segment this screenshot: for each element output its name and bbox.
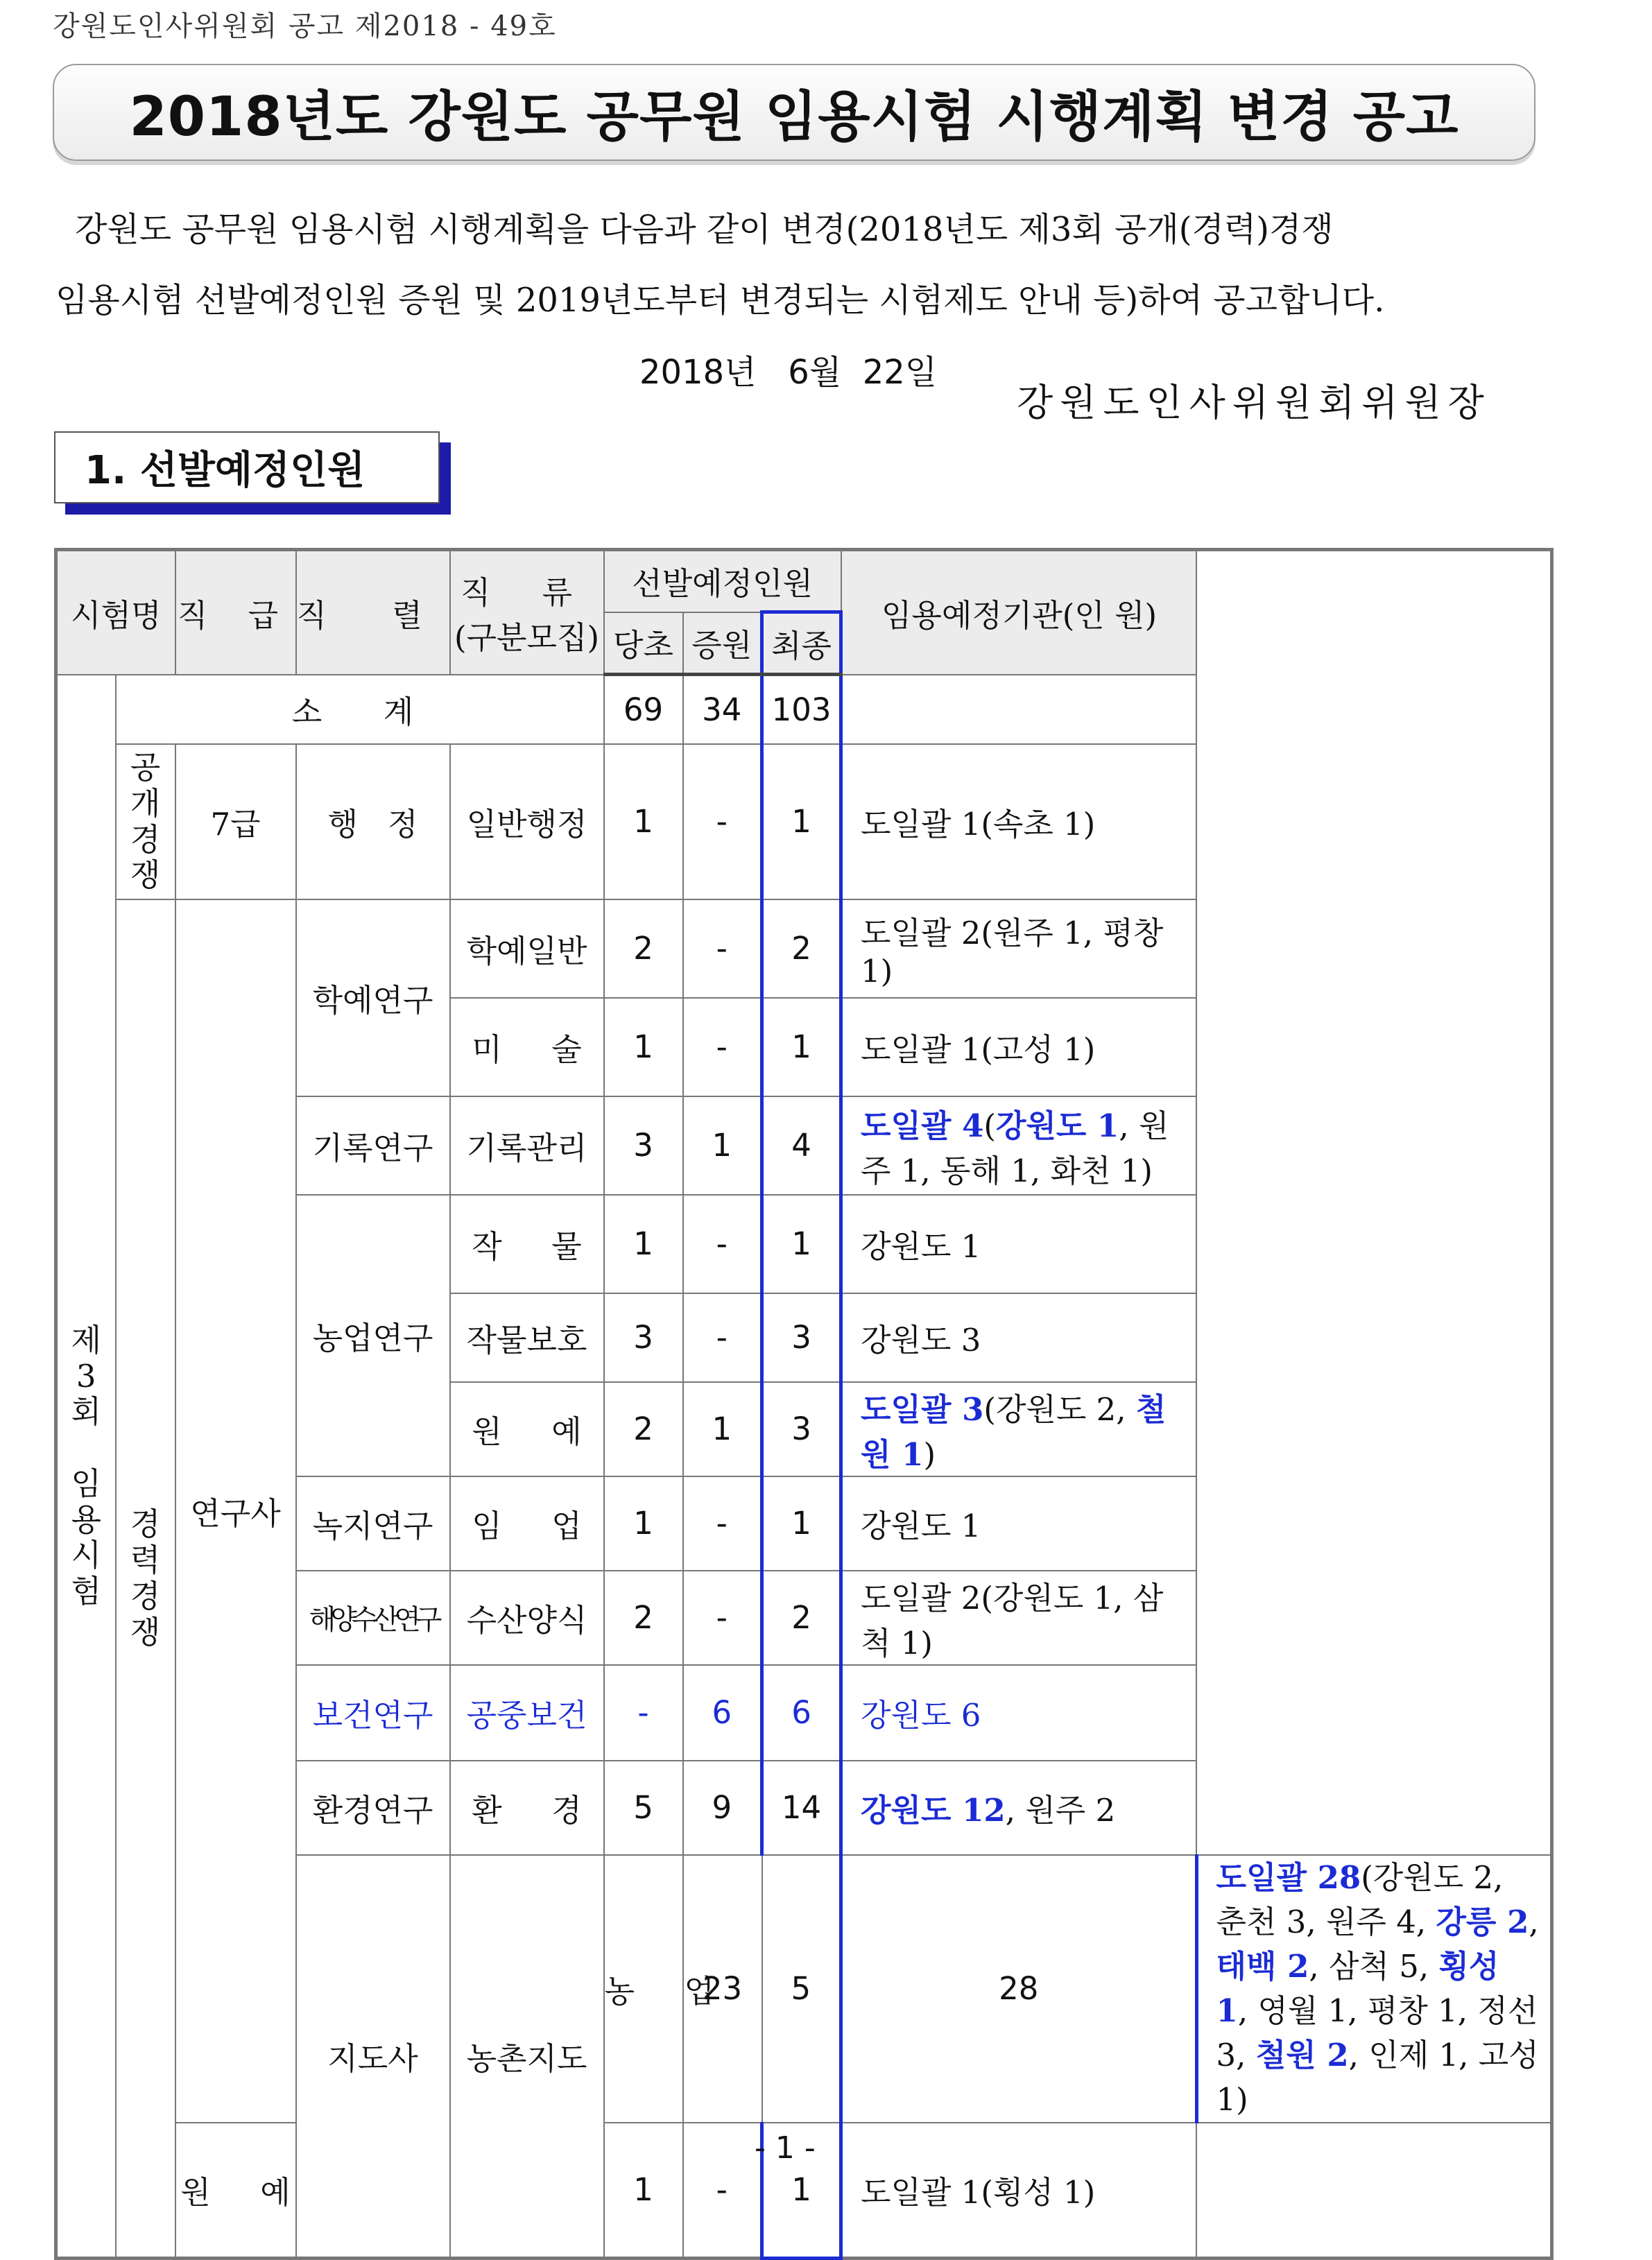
header-grade: 직 급 [175,550,296,675]
subtotal-org [841,675,1196,744]
series-cell: 기록연구 [296,1096,450,1195]
increase-value: - [683,1571,762,1665]
agency-cell: 도일괄 1(속초 1) [841,744,1196,899]
header-quota: 선발예정인원 [604,550,841,612]
subtotal-increase: 34 [683,675,762,744]
series-cell: 해양수산연구 [296,1571,450,1665]
original-value: 2 [604,899,683,998]
increase-value: 6 [683,1665,762,1761]
final-value: 1 [762,998,841,1096]
final-value: 1 [762,1195,841,1293]
intro-line-2: 임용시험 선발예정인원 증원 및 2019년도부터 변경되는 시험제도 안내 등)하여 공고합니다. [55,281,1385,320]
agency-highlight: 도일괄 4 [861,1107,984,1144]
agency-text: (강원도 2, [983,1390,1136,1428]
header-increase: 증원 [683,612,762,675]
final-value: 3 [762,1382,841,1476]
final-value: 4 [762,1096,841,1195]
increase-value: - [683,744,762,899]
grade-researcher: 연구사 [175,899,296,2123]
agency-text: , 영월 1, 평창 1, 정선 3, [1216,1992,1538,2073]
section-heading: 1. 선발예정인원 [54,431,440,503]
agency-text: , 원주 1, 동해 1, 화천 1) [861,1107,1169,1189]
agency-highlight: 강원도 12 [861,1792,1006,1829]
agency-cell [841,1761,1196,1855]
agency-cell: 강원도 1 [841,1195,1196,1293]
class-cell: 농 업 [604,1855,683,2123]
original-value: 3 [604,1293,683,1382]
agency-highlight: 철원 2 [1255,2036,1349,2073]
agency-text: ) [923,1435,936,1473]
final-value: 6 [762,1665,841,1761]
agency-highlight: 철원 1 [861,1390,1167,1473]
series-cell: 보건연구 [296,1665,450,1761]
header-class [450,550,604,675]
increase-value: 1 [683,1382,762,1476]
agency-cell: 강원도 6 [841,1665,1196,1761]
subtotal-final: 103 [762,675,841,744]
series-agri: 농업연구 [296,1195,450,1476]
agency-cell: 도일괄 2(원주 1, 평창 1) [841,899,1196,998]
header-original: 당초 [604,612,683,675]
increase-value: - [683,1476,762,1571]
header-series: 직 렬 [296,550,450,675]
increase-value: 9 [683,1761,762,1855]
increase-value: 1 [683,1096,762,1195]
final-value: 2 [762,899,841,998]
page-title: 2018년도 강원도 공무원 임용시험 시행계획 변경 공고 [129,86,1459,148]
original-value: 2 [604,1382,683,1476]
agency-highlight: 도일괄 28 [1216,1858,1361,1896]
original-value: - [604,1665,683,1761]
header-exam: 시험명 [56,550,175,675]
class-cell: 학예일반 [450,899,604,998]
class-cell: 원 예 [175,2123,296,2259]
header-agencies: 임용예정기관(인 원) [841,550,1196,675]
final-value: 1 [762,744,841,899]
original-value: 3 [604,1096,683,1195]
increase-value: 5 [762,1855,841,2123]
agency-highlight: 도일괄 3 [861,1390,984,1428]
notice-number: 강원도인사위원회 공고 제2018 - 49호 [53,10,557,42]
agency-cell: 강원도 3 [841,1293,1196,1382]
original-value: 2 [604,1571,683,1665]
agency-text: , [1529,1903,1539,1940]
grade-7: 7급 [175,744,296,899]
page-number: - 1 - [755,2130,816,2166]
class-cell: 기록관리 [450,1096,604,1195]
increase-value: - [683,1293,762,1382]
series-cell: 환경연구 [296,1761,450,1855]
class-cell: 작물보호 [450,1293,604,1382]
class-cell: 원 예 [450,1382,604,1476]
subtotal-label: 소 계 [116,675,604,744]
final-value: 1 [762,2123,841,2259]
open-competition-cell: 공 개 경 쟁 [116,744,175,899]
agency-cell: 강원도 1 [841,1476,1196,1571]
original-value: 1 [604,2123,683,2259]
final-value: 1 [762,1476,841,1571]
signer: 강원도인사위원회위원장 [1017,381,1491,424]
agency-cell [841,1096,1196,1195]
agency-cell: 도일괄 1(횡성 1) [841,2123,1196,2259]
exam-name-cell: 제 3 회 임 용 시 험 [56,675,116,2259]
class-cell: 임 업 [450,1476,604,1571]
final-value: 28 [841,1855,1196,2123]
agency-highlight: 횡성 1 [1216,1947,1499,2029]
series-admin: 행 정 [296,744,450,899]
original-value: 1 [604,1476,683,1571]
original-value: 1 [604,1195,683,1293]
increase-value: - [683,1195,762,1293]
table-row [56,744,1552,899]
agency-text: , 원주 2 [1005,1792,1116,1829]
final-value: 14 [762,1761,841,1855]
subtotal-original: 69 [604,675,683,744]
original-value: 1 [604,998,683,1096]
agency-cell: 도일괄 1(고성 1) [841,998,1196,1096]
grade-guidance: 지도사 [296,1855,450,2259]
header-class-line1: 직 류 [460,574,594,612]
header-final: 최종 [762,612,841,675]
agency-cell: 도일괄 2(강원도 1, 삼척 1) [841,1571,1196,1665]
class-cell: 작 물 [450,1195,604,1293]
quota-table [54,548,1554,2260]
class-cell: 수산양식 [450,1571,604,1665]
increase-value: - [683,998,762,1096]
class-cell: 공중보건 [450,1665,604,1761]
agency-highlight: 강원도 1 [995,1107,1119,1144]
header-class-line2: (구분모집) [454,619,600,657]
original-value: 23 [683,1855,762,2123]
series-rural: 농촌지도 [450,1855,604,2259]
class-cell: 환 경 [450,1761,604,1855]
intro-line-1: 강원도 공무원 임용시험 시행계획을 다음과 같이 변경(2018년도 제3회 공개(경력)경쟁 [75,210,1334,249]
agency-cell [1196,1855,1552,2123]
agency-text: ( [983,1107,996,1144]
class-general-admin: 일반행정 [450,744,604,899]
increase-value: - [683,899,762,998]
title-banner [53,64,1535,161]
table-row [56,899,1552,998]
final-value: 2 [762,1571,841,1665]
agency-text: , 인제 1, 고성 1) [1216,2036,1539,2118]
agency-cell [841,1382,1196,1476]
series-cell: 녹지연구 [296,1476,450,1571]
agency-text: , 삼척 5, [1309,1947,1439,1985]
career-competition-cell: 경 력 경 쟁 [116,899,175,2259]
final-value: 3 [762,1293,841,1382]
original-value: 5 [604,1761,683,1855]
increase-value: - [683,2123,762,2259]
notice-date: 2018년 6월 22일 [639,353,938,392]
class-cell: 미 술 [450,998,604,1096]
agency-text: (강원도 2, 춘천 3, 원주 4, [1216,1858,1504,1940]
agency-highlight: 강릉 2 [1436,1903,1529,1940]
original-value: 1 [604,744,683,899]
agency-highlight: 태백 2 [1216,1947,1309,1985]
intro-paragraph [55,194,1540,336]
series-arts: 학예연구 [296,899,450,1096]
